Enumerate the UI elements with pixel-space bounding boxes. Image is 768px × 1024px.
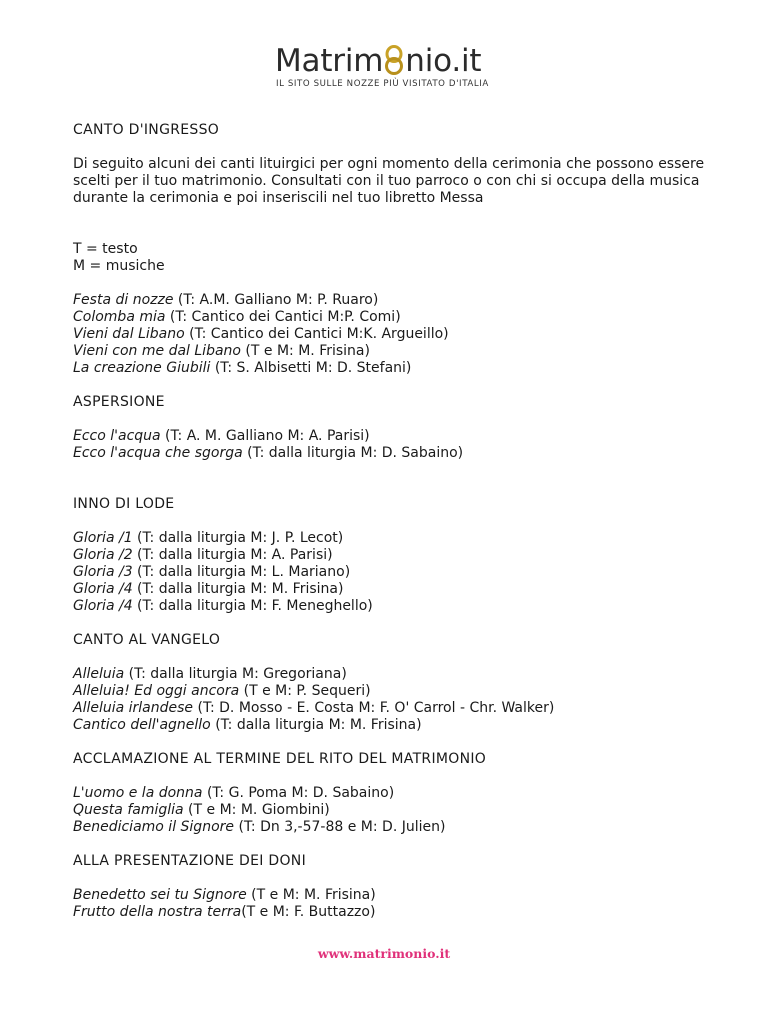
section-title-doni: ALLA PRESENTAZIONE DEI DONI	[73, 853, 307, 869]
intro-paragraph: Di seguito alcuni dei canti lituirgici per ogni momento della cerimonia che possono essere scelti per il tuo matrimonio. Consultati con il tuo parroco o con chi si occupa della musica durante la cerimonia e poi inseriscili nel tuo libretto Messa	[73, 156, 705, 206]
song-title: Benediciamo il Signore	[73, 819, 234, 835]
song-credit: (T: A.M. Galliano M: P. Ruaro)	[173, 292, 379, 308]
song-title: Gloria /4	[73, 598, 133, 614]
song-item	[73, 717, 713, 734]
song-credit: (T e M: M. Frisina)	[240, 343, 370, 359]
logo-title-part1: Matrim	[275, 43, 384, 79]
song-item	[73, 819, 713, 836]
song-title: Ecco l'acqua	[73, 428, 161, 444]
song-title: Gloria /4	[73, 581, 133, 597]
song-item	[73, 785, 713, 802]
song-credit: (T: dalla liturgia M: D. Sabaino)	[242, 445, 464, 461]
wedding-rings-icon	[384, 45, 404, 75]
song-item	[73, 802, 713, 819]
song-credit: (T: dalla liturgia M: J. P. Lecot)	[132, 530, 344, 546]
section-title-lode: INNO DI LODE	[73, 496, 175, 512]
song-title: Vieni dal Libano	[73, 326, 185, 342]
song-item	[73, 904, 713, 921]
song-title: Gloria /2	[73, 547, 133, 563]
song-title: La creazione Giubili	[73, 360, 211, 376]
song-title: Vieni con me dal Libano	[73, 343, 241, 359]
song-credit: (T: dalla liturgia M: M. Frisina)	[210, 717, 422, 733]
song-title: Colomba mia	[73, 309, 166, 325]
song-item	[73, 683, 713, 700]
song-item	[73, 309, 713, 326]
matrimonio-logo	[275, 44, 505, 89]
song-title: Gloria /3	[73, 564, 133, 580]
song-item	[73, 445, 713, 462]
section-title-ingresso: CANTO D'INGRESSO	[73, 122, 220, 138]
song-title: Frutto della nostra terra	[73, 904, 242, 920]
song-title: Cantico dell'agnello	[73, 717, 211, 733]
song-title: Ecco l'acqua che sgorga	[73, 445, 243, 461]
song-credit: (T: dalla liturgia M: A. Parisi)	[132, 547, 333, 563]
song-item	[73, 564, 713, 581]
logo-tagline: IL SITO SULLE NOZZE PIÙ VISITATO D'ITALIA	[276, 79, 489, 89]
song-item	[73, 326, 713, 343]
footer-url[interactable]: www.matrimonio.it	[317, 946, 451, 961]
song-item	[73, 292, 713, 309]
song-item	[73, 581, 713, 598]
section-title-vangelo: CANTO AL VANGELO	[73, 632, 221, 648]
song-item	[73, 360, 713, 377]
song-credit: (T: Cantico dei Cantici M:P. Comi)	[165, 309, 401, 325]
song-credit: (T: G. Poma M: D. Sabaino)	[202, 785, 395, 801]
legend-musiche: M = musiche	[73, 258, 165, 274]
song-credit: (T: D. Mosso - E. Costa M: F. O' Carrol - Chr. Walker)	[193, 700, 555, 716]
song-credit: (T e M: M. Frisina)	[246, 887, 376, 903]
song-item	[73, 343, 713, 360]
song-title: Alleluia	[73, 666, 125, 682]
song-title: Benedetto sei tu Signore	[73, 887, 247, 903]
logo-title-part2: nio.it	[405, 43, 482, 79]
song-title: Alleluia irlandese	[73, 700, 194, 716]
song-credit: (T e M: M. Giombini)	[183, 802, 330, 818]
song-credit: (T: dalla liturgia M: Gregoriana)	[124, 666, 347, 682]
song-item	[73, 428, 713, 445]
song-credit: (T e M: P. Sequeri)	[239, 683, 371, 699]
song-item	[73, 530, 713, 547]
document-body	[73, 122, 713, 921]
song-credit: (T: dalla liturgia M: L. Mariano)	[132, 564, 351, 580]
song-credit: (T: A. M. Galliano M: A. Parisi)	[160, 428, 370, 444]
song-credit: (T: S. Albisetti M: D. Stefani)	[210, 360, 412, 376]
song-credit: (T e M: F. Buttazzo)	[241, 904, 376, 920]
song-credit: (T: dalla liturgia M: M. Frisina)	[132, 581, 344, 597]
song-title: L'uomo e la donna	[73, 785, 203, 801]
song-credit: (T: dalla liturgia M: F. Meneghello)	[132, 598, 373, 614]
song-item	[73, 887, 713, 904]
song-credit: (T: Dn 3,-57-88 e M: D. Julien)	[234, 819, 446, 835]
logo-title	[275, 44, 505, 78]
song-credit: (T: Cantico dei Cantici M:K. Argueillo)	[184, 326, 449, 342]
song-title: Festa di nozze	[73, 292, 174, 308]
section-title-acclamazione: ACCLAMAZIONE AL TERMINE DEL RITO DEL MATRIMONIO	[73, 751, 487, 767]
legend-testo: T = testo	[73, 241, 138, 257]
song-item	[73, 598, 713, 615]
section-title-aspersione: ASPERSIONE	[73, 394, 165, 410]
song-title: Questa famiglia	[73, 802, 184, 818]
song-title: Alleluia! Ed oggi ancora	[73, 683, 240, 699]
song-title: Gloria /1	[73, 530, 133, 546]
song-item	[73, 700, 713, 717]
song-item	[73, 666, 713, 683]
song-item	[73, 547, 713, 564]
